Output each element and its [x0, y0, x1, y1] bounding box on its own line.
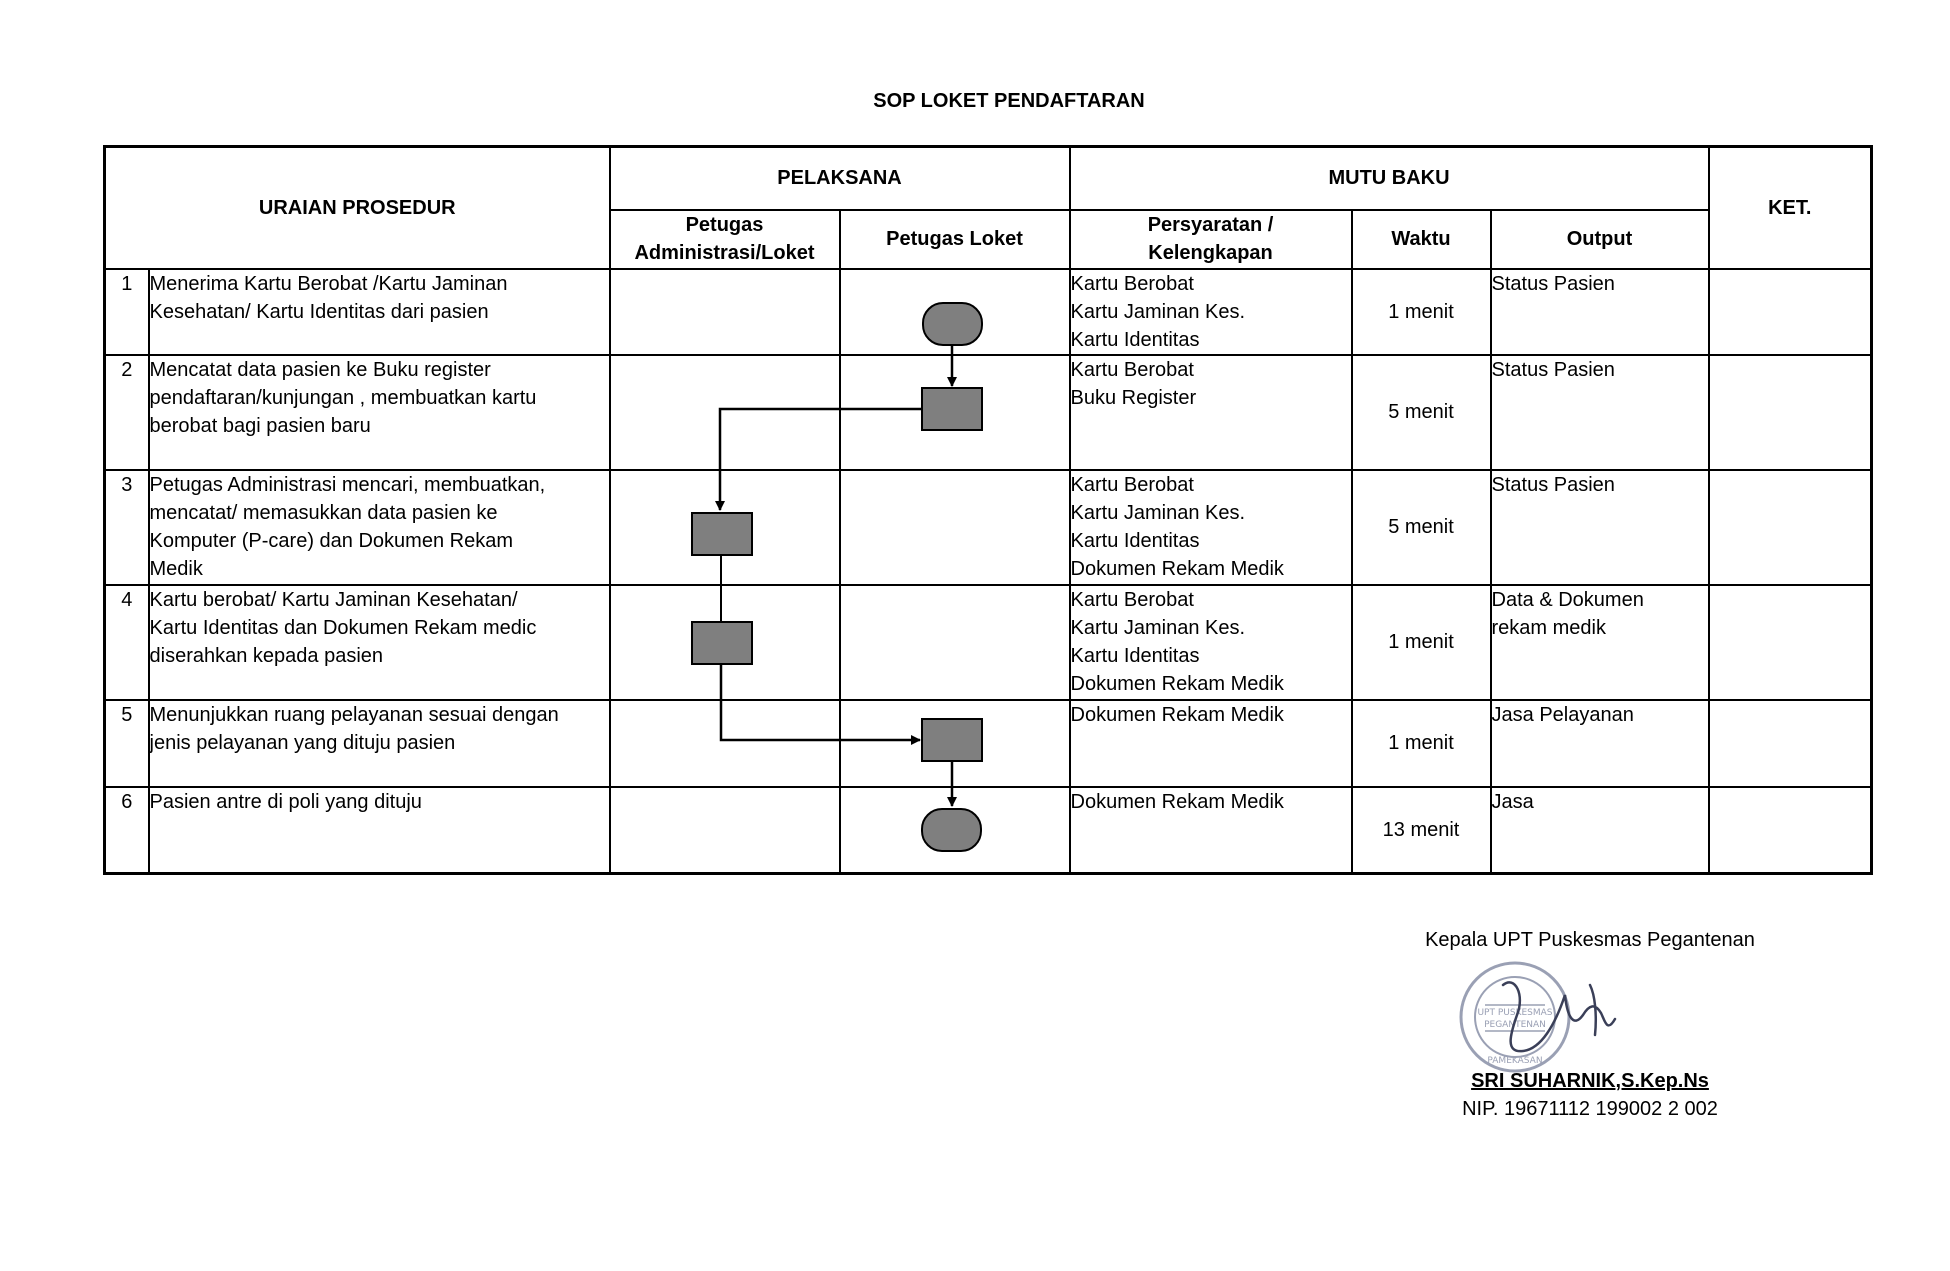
requirements-cell	[1070, 585, 1352, 700]
cell-petugas-administrasi	[610, 700, 840, 787]
procedure-text-line: Mencatat data pasien ke Buku register	[149, 358, 491, 381]
time-cell: 13 menit	[1352, 787, 1491, 874]
procedure-description	[149, 585, 610, 700]
stamp-text-line1: UPT PUSKESMAS	[1477, 1008, 1553, 1018]
cell-petugas-administrasi	[610, 787, 840, 874]
procedure-text-line: jenis pelayanan yang dituju pasien	[149, 731, 456, 754]
remarks-cell	[1709, 787, 1872, 874]
output-cell	[1491, 355, 1709, 470]
requirement-item: Kartu Identitas	[1070, 644, 1200, 667]
cell-petugas-administrasi	[610, 269, 840, 355]
output-text-line: Status Pasien	[1491, 272, 1615, 295]
procedure-text-line: pendaftaran/kunjungan , membuatkan kartu	[149, 386, 537, 409]
signature-caption: Kepala UPT Puskesmas Pegantenan	[1425, 929, 1755, 951]
time-cell: 5 menit	[1352, 470, 1491, 585]
header-petugas-administrasi	[610, 210, 840, 269]
procedure-text-line: Kartu Identitas dan Dokumen Rekam medic	[149, 616, 537, 639]
stamp-text-line3: PAMEKASAN	[1487, 1056, 1543, 1066]
row-number: 2	[105, 355, 149, 470]
time-cell: 5 menit	[1352, 355, 1491, 470]
output-text-line: Data & Dokumen	[1491, 588, 1644, 611]
cell-petugas-loket	[840, 355, 1070, 470]
time-cell: 1 menit	[1352, 700, 1491, 787]
requirement-item: Kartu Berobat	[1070, 272, 1194, 295]
table-row	[105, 787, 1872, 874]
header-output: Output	[1491, 210, 1709, 269]
cell-petugas-loket	[840, 787, 1070, 874]
requirements-cell	[1070, 355, 1352, 470]
header-petugas-administrasi-line1: Petugas	[685, 214, 764, 236]
remarks-cell	[1709, 585, 1872, 700]
procedure-text-line: diserahkan kepada pasien	[149, 644, 384, 667]
table-row	[105, 585, 1872, 700]
procedure-text-line: Komputer (P-care) dan Dokumen Rekam	[149, 529, 513, 552]
procedure-text-line: mencatat/ memasukkan data pasien ke	[149, 501, 498, 524]
cell-petugas-administrasi	[610, 470, 840, 585]
requirement-item: Kartu Identitas	[1070, 529, 1200, 552]
procedure-description	[149, 787, 610, 874]
header-persyaratan	[1070, 210, 1352, 269]
header-waktu: Waktu	[1352, 210, 1491, 269]
remarks-cell	[1709, 470, 1872, 585]
procedure-text-line: Kesehatan/ Kartu Identitas dari pasien	[149, 300, 489, 323]
remarks-cell	[1709, 700, 1872, 787]
cell-petugas-administrasi	[610, 585, 840, 700]
requirement-item: Dokumen Rekam Medik	[1070, 790, 1284, 813]
requirement-item: Kartu Berobat	[1070, 588, 1194, 611]
requirement-item: Kartu Berobat	[1070, 473, 1194, 496]
header-mutu-baku: MUTU BAKU	[1070, 147, 1709, 210]
cell-petugas-administrasi	[610, 355, 840, 470]
requirement-item: Kartu Jaminan Kes.	[1070, 616, 1246, 639]
requirements-cell	[1070, 700, 1352, 787]
header-uraian-prosedur: URAIAN PROSEDUR	[105, 147, 610, 269]
cell-petugas-loket	[840, 470, 1070, 585]
procedure-text-line: Petugas Administrasi mencari, membuatkan,	[149, 473, 546, 496]
row-number: 6	[105, 787, 149, 874]
requirement-item: Kartu Berobat	[1070, 358, 1194, 381]
requirement-item: Dokumen Rekam Medik	[1070, 672, 1284, 695]
row-number: 3	[105, 470, 149, 585]
procedure-text-line: Pasien antre di poli yang dituju	[149, 790, 422, 813]
procedure-text-line: Medik	[149, 557, 203, 580]
requirement-item: Buku Register	[1070, 386, 1197, 409]
cell-petugas-loket	[840, 585, 1070, 700]
output-cell	[1491, 585, 1709, 700]
row-number: 4	[105, 585, 149, 700]
output-text-line: Jasa Pelayanan	[1491, 703, 1634, 726]
row-number: 1	[105, 269, 149, 355]
requirements-cell	[1070, 787, 1352, 874]
requirements-cell	[1070, 269, 1352, 355]
header-ket: KET.	[1709, 147, 1872, 269]
table-body	[105, 269, 1872, 874]
procedure-description	[149, 269, 610, 355]
output-cell	[1491, 470, 1709, 585]
output-text-line: Jasa	[1491, 790, 1534, 813]
remarks-cell	[1709, 269, 1872, 355]
output-text-line: Status Pasien	[1491, 358, 1615, 381]
time-cell: 1 menit	[1352, 585, 1491, 700]
output-cell	[1491, 269, 1709, 355]
header-petugas-administrasi-line2: Administrasi/Loket	[634, 242, 815, 264]
requirement-item: Dokumen Rekam Medik	[1070, 557, 1284, 580]
header-petugas-loket: Petugas Loket	[840, 210, 1070, 269]
official-stamp	[1455, 955, 1645, 1085]
requirement-item: Kartu Identitas	[1070, 328, 1200, 351]
requirements-cell	[1070, 470, 1352, 585]
output-cell	[1491, 700, 1709, 787]
signatory-nip: NIP. 19671112 199002 2 002	[1462, 1098, 1718, 1120]
sop-table	[103, 145, 1873, 875]
row-number: 5	[105, 700, 149, 787]
signatory-name: SRI SUHARNIK,S.Kep.Ns	[1471, 1070, 1709, 1092]
header-persyaratan-line2: Kelengkapan	[1148, 242, 1273, 264]
requirement-item: Kartu Jaminan Kes.	[1070, 300, 1246, 323]
output-cell	[1491, 787, 1709, 874]
table-row	[105, 269, 1872, 355]
table-row	[105, 355, 1872, 470]
procedure-text-line: berobat bagi pasien baru	[149, 414, 371, 437]
requirement-item: Dokumen Rekam Medik	[1070, 703, 1284, 726]
table-row	[105, 470, 1872, 585]
procedure-text-line: Kartu berobat/ Kartu Jaminan Kesehatan/	[149, 588, 518, 611]
table-row	[105, 700, 1872, 787]
document-title: SOP LOKET PENDAFTARAN	[873, 90, 1145, 112]
cell-petugas-loket	[840, 269, 1070, 355]
procedure-text-line: Menunjukkan ruang pelayanan sesuai dengan	[149, 703, 559, 726]
output-text-line: rekam medik	[1491, 616, 1606, 639]
procedure-text-line: Menerima Kartu Berobat /Kartu Jaminan	[149, 272, 508, 295]
requirement-item: Kartu Jaminan Kes.	[1070, 501, 1246, 524]
header-persyaratan-line1: Persyaratan /	[1147, 214, 1274, 236]
procedure-description	[149, 470, 610, 585]
output-text-line: Status Pasien	[1491, 473, 1615, 496]
header-pelaksana: PELAKSANA	[610, 147, 1070, 210]
time-cell: 1 menit	[1352, 269, 1491, 355]
remarks-cell	[1709, 355, 1872, 470]
stamp-text-line2: PEGANTENAN	[1484, 1020, 1546, 1030]
procedure-description	[149, 355, 610, 470]
cell-petugas-loket	[840, 700, 1070, 787]
procedure-description	[149, 700, 610, 787]
